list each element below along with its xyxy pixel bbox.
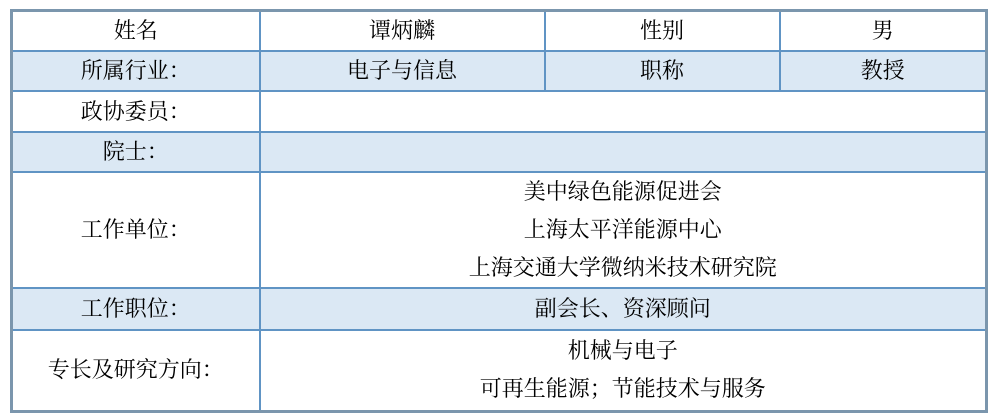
specialty-line: 机械与电子 — [567, 338, 678, 364]
table-row — [12, 330, 987, 411]
workplace-line: 美中绿色能源促进会 — [523, 179, 722, 204]
workplace-value — [260, 172, 987, 288]
table-row — [12, 51, 987, 91]
specialty-line: 可再生能源；节能技术与服务 — [479, 376, 766, 402]
academician-value — [260, 132, 987, 172]
person-info-table — [10, 9, 988, 413]
specialty-label: 专长及研究方向： — [12, 330, 260, 411]
gender-value: 男 — [780, 11, 987, 52]
gender-label: 性别 — [545, 11, 780, 52]
workplace-line: 上海太平洋能源中心 — [523, 217, 722, 242]
workplace-line: 上海交通大学微纳米技术研究院 — [468, 255, 777, 280]
title-value: 教授 — [780, 51, 987, 91]
table-row — [12, 288, 987, 330]
industry-value: 电子与信息 — [260, 51, 545, 91]
cppcc-member-label: 政协委员： — [12, 91, 260, 132]
table-row — [12, 11, 987, 52]
table-row — [12, 91, 987, 132]
workplace-label: 工作单位： — [12, 172, 260, 288]
academician-label: 院士： — [12, 132, 260, 172]
position-label: 工作职位： — [12, 288, 260, 330]
table-row — [12, 172, 987, 288]
position-value — [260, 288, 987, 330]
specialty-value — [260, 330, 987, 411]
table-row — [12, 132, 987, 172]
title-label: 职称 — [545, 51, 780, 91]
position-line: 副会长、资深顾问 — [534, 296, 711, 321]
cppcc-member-value — [260, 91, 987, 132]
industry-label: 所属行业： — [12, 51, 260, 91]
name-label: 姓名 — [12, 11, 260, 52]
name-value: 谭炳麟 — [260, 11, 545, 52]
